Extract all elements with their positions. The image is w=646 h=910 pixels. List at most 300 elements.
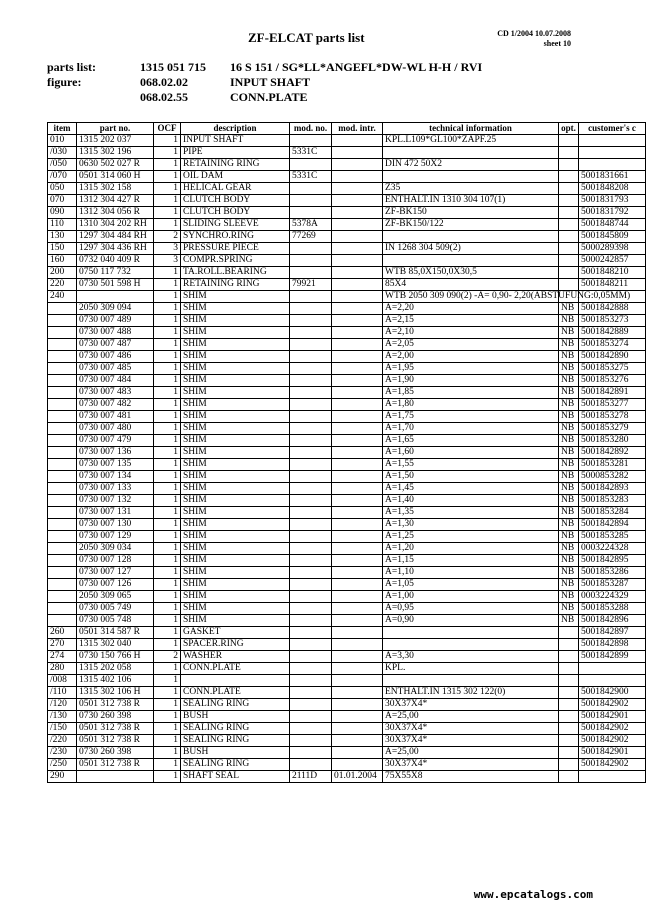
cell-description: RETAINING RING [181, 279, 290, 291]
cell-item [48, 351, 77, 363]
cell-mod-intr [332, 579, 383, 591]
cell-mod-intr [332, 675, 383, 687]
cell-mod-no [290, 519, 332, 531]
cell-item: /220 [48, 735, 77, 747]
cell-ocf: 1 [154, 615, 181, 627]
cell-technical-information: 85X4 [383, 279, 559, 291]
cell-technical-information: 30X37X4* [383, 723, 559, 735]
parts-table [47, 122, 646, 783]
table-row [48, 363, 646, 375]
cell-mod-intr [332, 183, 383, 195]
cell-part-no: 0730 007 131 [77, 507, 154, 519]
cell-description: SHIM [181, 603, 290, 615]
cell-part-no: 0730 007 487 [77, 339, 154, 351]
cell-part-no: 0730 007 127 [77, 567, 154, 579]
cell-ocf: 1 [154, 423, 181, 435]
cell-ocf: 1 [154, 447, 181, 459]
table-row [48, 195, 646, 207]
cell-opt: NB [559, 603, 579, 615]
cell-customer-code: 5001842901 [579, 711, 646, 723]
table-row [48, 723, 646, 735]
cell-mod-no [290, 267, 332, 279]
cell-customer-code [579, 159, 646, 171]
cell-mod-intr [332, 627, 383, 639]
cell-customer-code: 5001831793 [579, 195, 646, 207]
cell-customer-code [579, 675, 646, 687]
cell-customer-code: 5001853278 [579, 411, 646, 423]
cell-customer-code: 5001853287 [579, 579, 646, 591]
sheet-number: sheet 10 [543, 39, 571, 48]
cell-item: /070 [48, 171, 77, 183]
cell-technical-information: ENTHALT.IN 1315 302 122(0) [383, 687, 559, 699]
cell-ocf: 1 [154, 351, 181, 363]
table-row [48, 339, 646, 351]
cell-mod-intr [332, 339, 383, 351]
cell-ocf: 3 [154, 243, 181, 255]
cell-ocf: 1 [154, 411, 181, 423]
cell-technical-information: A=2,10 [383, 327, 559, 339]
cell-ocf: 1 [154, 267, 181, 279]
cell-ocf: 1 [154, 603, 181, 615]
cell-mod-intr [332, 291, 383, 303]
cell-mod-no [290, 375, 332, 387]
column-header-mod-no: mod. no. [290, 123, 332, 135]
table-header-row [48, 123, 646, 135]
cell-ocf: 1 [154, 627, 181, 639]
cell-mod-intr [332, 363, 383, 375]
cell-customer-code: 5001842890 [579, 351, 646, 363]
cell-part-no: 1297 304 436 RH [77, 243, 154, 255]
cell-mod-intr [332, 699, 383, 711]
cell-mod-no: 77269 [290, 231, 332, 243]
cell-part-no: 1315 302 106 H [77, 687, 154, 699]
cell-mod-intr [332, 303, 383, 315]
cell-ocf: 1 [154, 711, 181, 723]
cell-technical-information: A=1,25 [383, 531, 559, 543]
table-row [48, 507, 646, 519]
cell-mod-intr [332, 231, 383, 243]
cell-item [48, 543, 77, 555]
cell-mod-no [290, 675, 332, 687]
cell-opt [559, 771, 579, 783]
cell-ocf: 1 [154, 363, 181, 375]
cell-opt: NB [559, 303, 579, 315]
cell-opt [559, 699, 579, 711]
cell-ocf: 1 [154, 375, 181, 387]
cell-mod-intr [332, 327, 383, 339]
cell-customer-code: 5001842902 [579, 723, 646, 735]
cell-technical-information [383, 675, 559, 687]
cell-technical-information: A=1,50 [383, 471, 559, 483]
cell-opt: NB [559, 567, 579, 579]
cell-part-no: 0730 005 749 [77, 603, 154, 615]
cell-mod-intr [332, 159, 383, 171]
cell-item [48, 303, 77, 315]
cell-mod-no [290, 651, 332, 663]
cell-ocf: 1 [154, 591, 181, 603]
cd-info [497, 29, 571, 49]
cell-description: CONN.PLATE [181, 687, 290, 699]
cell-ocf: 1 [154, 543, 181, 555]
cell-mod-no [290, 363, 332, 375]
cell-description: BUSH [181, 711, 290, 723]
cell-mod-intr [332, 603, 383, 615]
cell-mod-intr [332, 507, 383, 519]
cell-ocf: 1 [154, 483, 181, 495]
cell-opt: NB [559, 555, 579, 567]
cell-customer-code: 5001842902 [579, 735, 646, 747]
cell-customer-code: 5001848211 [579, 279, 646, 291]
cell-mod-intr [332, 219, 383, 231]
cell-mod-no: 5378A [290, 219, 332, 231]
cell-customer-code: 5001842902 [579, 759, 646, 771]
cell-description: CONN.PLATE [181, 663, 290, 675]
cell-part-no: 1310 304 202 RH [77, 219, 154, 231]
cell-technical-information [383, 171, 559, 183]
cell-technical-information: A=1,85 [383, 387, 559, 399]
cell-mod-no [290, 399, 332, 411]
cell-mod-intr [332, 195, 383, 207]
cell-mod-no [290, 495, 332, 507]
table-row [48, 747, 646, 759]
column-header-customer-code: customer's c [579, 123, 646, 135]
cell-ocf: 1 [154, 327, 181, 339]
cell-customer-code: 5001842899 [579, 651, 646, 663]
table-row [48, 627, 646, 639]
cell-part-no: 0730 007 480 [77, 423, 154, 435]
parts-list-label: parts list: [47, 60, 96, 74]
cell-part-no: 0501 312 738 R [77, 759, 154, 771]
cell-part-no: 0630 502 027 R [77, 159, 154, 171]
cell-part-no: 0730 007 488 [77, 327, 154, 339]
cell-description: RETAINING RING [181, 159, 290, 171]
cell-technical-information: A=1,70 [383, 423, 559, 435]
table-row [48, 663, 646, 675]
cell-description: SHIM [181, 387, 290, 399]
cell-technical-information: A=1,20 [383, 543, 559, 555]
cell-item [48, 495, 77, 507]
cell-item [48, 423, 77, 435]
watermark: www.epcatalogs.com [473, 888, 593, 901]
cell-customer-code [579, 147, 646, 159]
table-row [48, 423, 646, 435]
cell-description [181, 675, 290, 687]
cell-customer-code: 5001853280 [579, 435, 646, 447]
cell-part-no: 1297 304 484 RH [77, 231, 154, 243]
cell-mod-no [290, 531, 332, 543]
cell-mod-no [290, 327, 332, 339]
table-row [48, 279, 646, 291]
cell-item [48, 603, 77, 615]
cell-ocf: 1 [154, 687, 181, 699]
cell-technical-information: A=1,95 [383, 363, 559, 375]
cell-technical-information: A=1,90 [383, 375, 559, 387]
table-row [48, 183, 646, 195]
cell-technical-information: A=1,60 [383, 447, 559, 459]
cell-opt: NB [559, 435, 579, 447]
cell-description: SHIM [181, 399, 290, 411]
cell-technical-information: KPL.L109*GL100*ZAPF.25 [383, 135, 559, 147]
cell-customer-code: 0003224328 [579, 543, 646, 555]
cell-technical-information: A=2,05 [383, 339, 559, 351]
cell-item [48, 339, 77, 351]
cell-part-no: 0730 007 489 [77, 315, 154, 327]
cell-technical-information: A=1,10 [383, 567, 559, 579]
cell-mod-no [290, 423, 332, 435]
cell-part-no [77, 291, 154, 303]
cell-part-no: 0730 007 483 [77, 387, 154, 399]
cell-mod-no [290, 183, 332, 195]
cell-description: SHIM [181, 447, 290, 459]
cell-mod-no [290, 735, 332, 747]
cell-opt: NB [559, 399, 579, 411]
cell-item [48, 615, 77, 627]
cell-mod-intr [332, 567, 383, 579]
cell-mod-intr [332, 447, 383, 459]
cell-technical-information: A=1,45 [383, 483, 559, 495]
cell-opt: NB [559, 531, 579, 543]
cell-mod-no [290, 435, 332, 447]
page-title: ZF-ELCAT parts list [248, 30, 365, 45]
cell-part-no: 1315 302 040 [77, 639, 154, 651]
cell-ocf: 1 [154, 159, 181, 171]
cell-part-no: 0730 007 484 [77, 375, 154, 387]
table-row [48, 675, 646, 687]
cell-opt [559, 231, 579, 243]
cell-opt [559, 207, 579, 219]
cell-mod-no [290, 303, 332, 315]
cell-item: 274 [48, 651, 77, 663]
cell-description: SHIM [181, 315, 290, 327]
cell-ocf: 1 [154, 519, 181, 531]
cell-opt [559, 711, 579, 723]
cell-ocf: 1 [154, 183, 181, 195]
cell-mod-no [290, 639, 332, 651]
cell-mod-no [290, 555, 332, 567]
cell-part-no: 0730 260 398 [77, 747, 154, 759]
cell-mod-no [290, 243, 332, 255]
cell-part-no: 0501 312 738 R [77, 735, 154, 747]
table-row [48, 303, 646, 315]
cell-item: /008 [48, 675, 77, 687]
cell-description: PIPE [181, 147, 290, 159]
table-row [48, 207, 646, 219]
cell-mod-intr [332, 435, 383, 447]
cell-technical-information: WTB 2050 309 090(2) -A= 0,90- 2,20(ABSTUFUNG:0,05MM) [383, 291, 559, 303]
cell-mod-no: 5331C [290, 171, 332, 183]
cell-technical-information: 30X37X4* [383, 735, 559, 747]
cell-description: SHIM [181, 615, 290, 627]
cell-item: /050 [48, 159, 77, 171]
table-row [48, 591, 646, 603]
table-row [48, 531, 646, 543]
cell-customer-code: 5001842889 [579, 327, 646, 339]
cell-technical-information: A=3,30 [383, 651, 559, 663]
cell-customer-code [579, 135, 646, 147]
cell-mod-intr [332, 243, 383, 255]
cell-item [48, 327, 77, 339]
cell-description: SHIM [181, 351, 290, 363]
cell-mod-intr [332, 315, 383, 327]
cell-part-no: 2050 309 065 [77, 591, 154, 603]
cell-item: /110 [48, 687, 77, 699]
table-row [48, 447, 646, 459]
cell-mod-no [290, 195, 332, 207]
cell-item: 130 [48, 231, 77, 243]
cell-customer-code: 5001853274 [579, 339, 646, 351]
cd-line: CD 1/2004 10.07.2008 [497, 29, 571, 38]
cell-part-no: 0730 007 130 [77, 519, 154, 531]
cell-description: SHIM [181, 555, 290, 567]
cell-technical-information: ZF-BK150 [383, 207, 559, 219]
cell-opt: NB [559, 459, 579, 471]
cell-opt: NB [559, 579, 579, 591]
cell-customer-code [579, 771, 646, 783]
cell-mod-intr [332, 711, 383, 723]
cell-opt [559, 279, 579, 291]
table-row [48, 771, 646, 783]
cell-customer-code: 5001842902 [579, 699, 646, 711]
cell-item: 290 [48, 771, 77, 783]
parts-list-number: 1315 051 715 [140, 60, 206, 74]
cell-mod-intr [332, 483, 383, 495]
cell-mod-no [290, 447, 332, 459]
cell-item [48, 387, 77, 399]
cell-item [48, 507, 77, 519]
cell-mod-no [290, 483, 332, 495]
cell-ocf: 1 [154, 399, 181, 411]
cell-description: SEALING RING [181, 699, 290, 711]
cell-mod-intr [332, 459, 383, 471]
cell-mod-no [290, 663, 332, 675]
cell-item [48, 363, 77, 375]
cell-opt: NB [559, 375, 579, 387]
cell-mod-intr [332, 411, 383, 423]
cell-opt [559, 243, 579, 255]
cell-item: 160 [48, 255, 77, 267]
cell-mod-intr [332, 351, 383, 363]
cell-opt: NB [559, 615, 579, 627]
cell-mod-intr [332, 591, 383, 603]
cell-mod-no [290, 291, 332, 303]
table-row [48, 351, 646, 363]
cell-description: SHIM [181, 291, 290, 303]
cell-description: HELICAL GEAR [181, 183, 290, 195]
cell-mod-intr [332, 375, 383, 387]
cell-item [48, 459, 77, 471]
table-row [48, 579, 646, 591]
cell-mod-intr [332, 267, 383, 279]
cell-item: 260 [48, 627, 77, 639]
cell-opt: NB [559, 471, 579, 483]
cell-mod-intr [332, 471, 383, 483]
cell-mod-no [290, 627, 332, 639]
cell-mod-no [290, 699, 332, 711]
column-header-item: item [48, 123, 77, 135]
cell-customer-code: 5001842888 [579, 303, 646, 315]
cell-technical-information: DIN 472 50X2 [383, 159, 559, 171]
cell-description: SHIM [181, 303, 290, 315]
cell-part-no: 2050 309 034 [77, 543, 154, 555]
cell-ocf: 1 [154, 291, 181, 303]
cell-mod-no [290, 747, 332, 759]
cell-opt: NB [559, 507, 579, 519]
cell-technical-information [383, 255, 559, 267]
cell-mod-no [290, 159, 332, 171]
cell-customer-code: 5001848210 [579, 267, 646, 279]
cell-item [48, 579, 77, 591]
cell-opt [559, 747, 579, 759]
cell-mod-intr [332, 147, 383, 159]
cell-technical-information: A=0,95 [383, 603, 559, 615]
cell-customer-code: 5000242857 [579, 255, 646, 267]
cell-part-no: 1315 302 196 [77, 147, 154, 159]
cell-part-no: 0730 007 126 [77, 579, 154, 591]
table-row [48, 327, 646, 339]
cell-customer-code: 5001842894 [579, 519, 646, 531]
cell-technical-information: A=0,90 [383, 615, 559, 627]
cell-item: 010 [48, 135, 77, 147]
cell-item: /030 [48, 147, 77, 159]
table-row [48, 387, 646, 399]
cell-mod-intr [332, 135, 383, 147]
cell-ocf: 1 [154, 747, 181, 759]
cell-technical-information: A=1,00 [383, 591, 559, 603]
cell-ocf: 1 [154, 723, 181, 735]
cell-opt: NB [559, 423, 579, 435]
cell-opt [559, 723, 579, 735]
cell-mod-no [290, 687, 332, 699]
cell-technical-information: ZF-BK150/122 [383, 219, 559, 231]
table-row [48, 135, 646, 147]
table-row [48, 615, 646, 627]
cell-customer-code: 5001842895 [579, 555, 646, 567]
cell-part-no: 1315 402 106 [77, 675, 154, 687]
column-header-opt: opt. [559, 123, 579, 135]
cell-description: SHIM [181, 411, 290, 423]
cell-opt: NB [559, 351, 579, 363]
cell-ocf: 1 [154, 171, 181, 183]
cell-technical-information [383, 147, 559, 159]
table-row [48, 291, 646, 303]
cell-item [48, 591, 77, 603]
cell-description: SHIM [181, 423, 290, 435]
cell-mod-no [290, 411, 332, 423]
cell-ocf: 1 [154, 675, 181, 687]
cell-customer-code: 5001831661 [579, 171, 646, 183]
table-row [48, 399, 646, 411]
cell-technical-information: A=25,00 [383, 711, 559, 723]
cell-item [48, 411, 77, 423]
cell-mod-intr: 01.01.2004 [332, 771, 383, 783]
cell-customer-code: 5001853283 [579, 495, 646, 507]
cell-opt [559, 627, 579, 639]
cell-description: OIL DAM [181, 171, 290, 183]
table-row [48, 639, 646, 651]
cell-customer-code: 5001848208 [579, 183, 646, 195]
cell-customer-code: 5001842897 [579, 627, 646, 639]
table-row [48, 603, 646, 615]
cell-ocf: 1 [154, 279, 181, 291]
cell-technical-information: A=1,75 [383, 411, 559, 423]
cell-description: SHIM [181, 579, 290, 591]
cell-mod-intr [332, 747, 383, 759]
cell-item: /130 [48, 711, 77, 723]
cell-customer-code: 5001853279 [579, 423, 646, 435]
cell-description: SHIM [181, 339, 290, 351]
table-row [48, 159, 646, 171]
cell-description: BUSH [181, 747, 290, 759]
